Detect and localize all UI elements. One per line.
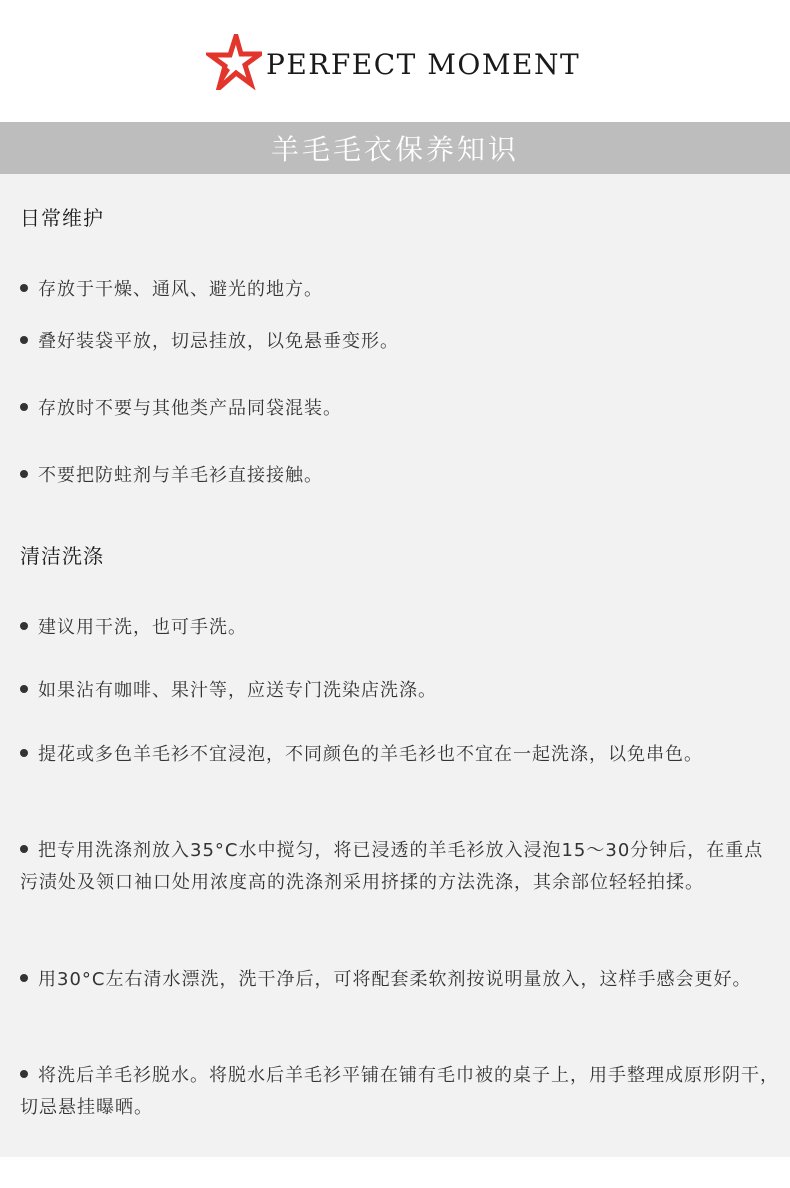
star-icon xyxy=(206,34,262,90)
page-title: 羊毛毛衣保养知识 xyxy=(270,133,519,166)
bullet-icon xyxy=(20,336,28,344)
brand-name: PERFECT MOMENT xyxy=(266,48,581,81)
list-item: 不要把防蛀剂与羊毛衫直接接触。 xyxy=(20,460,780,492)
list-item: 建议用干洗，也可手洗。 xyxy=(20,612,780,644)
bullet-icon xyxy=(20,622,28,630)
bullet-icon xyxy=(20,974,28,982)
list-item: 存放于干燥、通风、避光的地方。 xyxy=(20,274,780,306)
bullet-icon xyxy=(20,845,28,853)
section-heading-daily-care: 日常维护 xyxy=(20,206,104,230)
bullet-icon xyxy=(20,1070,28,1078)
bullet-icon xyxy=(20,470,28,478)
list-item: 用30°C左右清水漂洗，洗干净后，可将配套柔软剂按说明量放入，这样手感会更好。 xyxy=(20,964,780,996)
brand-logo xyxy=(0,0,790,122)
list-item: 把专用洗涤剂放入35°C水中搅匀，将已浸透的羊毛衫放入浸泡15～30分钟后，在重点污渍处及领口袖口处用浓度高的洗涤剂采用挤揉的方法洗涤，其余部位轻轻拍揉。 xyxy=(20,840,764,893)
section-heading-cleaning: 清洁洗涤 xyxy=(20,544,104,568)
content-area xyxy=(0,174,790,1157)
list-item: 存放时不要与其他类产品同袋混装。 xyxy=(20,393,780,425)
list-item: 如果沾有咖啡、果汁等，应送专门洗染店洗涤。 xyxy=(20,675,780,707)
bottom-margin xyxy=(0,1157,790,1188)
list-item: 提花或多色羊毛衫不宜浸泡，不同颜色的羊毛衫也不宜在一起洗涤，以免串色。 xyxy=(20,739,780,771)
bullet-icon xyxy=(20,685,28,693)
page-title-banner xyxy=(0,122,790,174)
bullet-icon xyxy=(20,403,28,411)
list-item: 将洗后羊毛衫脱水。将脱水后羊毛衫平铺在铺有毛巾被的桌子上，用手整理成原形阴干，切忌悬挂曝晒。 xyxy=(20,1065,779,1118)
list-item: 叠好装袋平放，切忌挂放，以免悬垂变形。 xyxy=(20,326,780,358)
bullet-icon xyxy=(20,749,28,757)
bullet-icon xyxy=(20,284,28,292)
